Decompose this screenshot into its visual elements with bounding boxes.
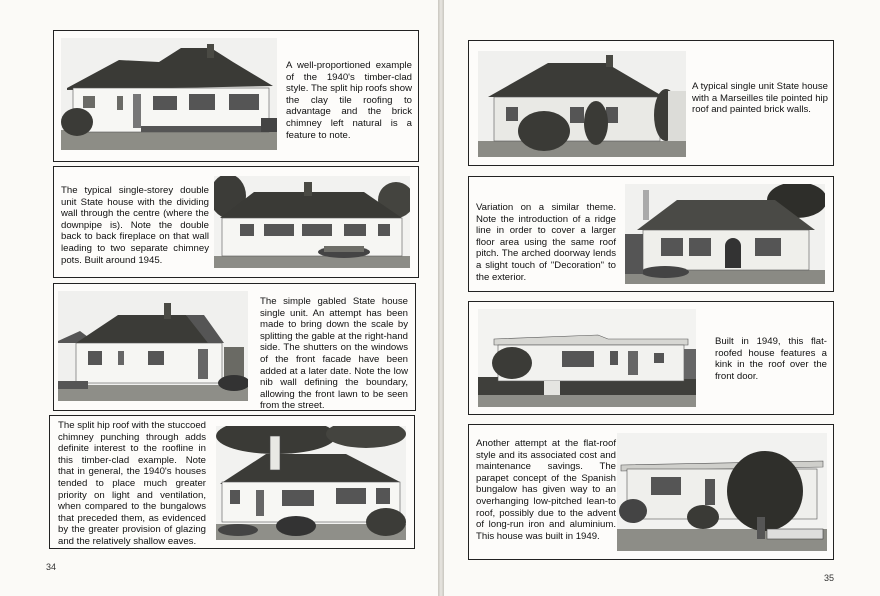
left-page bbox=[0, 0, 438, 596]
panel-double-unit bbox=[53, 166, 419, 278]
panel-flat-roof-kink bbox=[468, 301, 834, 415]
right-page bbox=[444, 0, 880, 596]
photo-gabled-house bbox=[58, 291, 248, 401]
panel-stuccoed-chimney bbox=[49, 415, 415, 549]
caption: A typical single unit State house with a Marseilles tile pointed hip roof and painted brick walls. bbox=[692, 81, 828, 116]
photo-marseilles-tile-house bbox=[478, 51, 686, 157]
photo-flat-roof-house bbox=[478, 309, 696, 407]
panel-marseilles-tile bbox=[468, 40, 834, 166]
panel-gabled-single-unit bbox=[53, 283, 416, 411]
caption: A well-proportioned example of the 1940's timber-clad style. The split hip roofs show the clay tile roofing to advantage and the brick chimney left natural is a feature to note. bbox=[286, 60, 412, 141]
page-number-left: 34 bbox=[46, 562, 57, 572]
photo-arched-doorway-house bbox=[625, 184, 825, 284]
caption: Variation on a similar theme. Note the introduction of a ridge line in order to cover a larger floor area using the same roof pitch. The arched doorway lends a slight touch of "Decoration" to the exterior. bbox=[476, 202, 616, 283]
caption: The typical single-storey double unit State house with the dividing wall through the centre (where the downpipe is). Note the double back to back fireplace on that wall leading to two separate chimney pots. Built around 1945. bbox=[61, 185, 209, 266]
caption: Another attempt at the flat-roof style and its associated cost and maintenance savings. The parapet concept of the Spanish bungalow has given way to an overhanging low-pitched lean-to roof, possibly due to the advent of long-run iron and aluminium. This house was built in 1949. bbox=[476, 438, 616, 542]
panel-hip-roof-timber bbox=[53, 30, 419, 162]
photo-timber-clad-house bbox=[61, 38, 277, 150]
page-number-right: 35 bbox=[824, 573, 835, 583]
photo-double-unit-house bbox=[214, 176, 410, 268]
caption: Built in 1949, this flat-roofed house features a kink in the roof over the front door. bbox=[715, 336, 827, 382]
caption: The split hip roof with the stuccoed chimney punching through adds definite interest to the roofline in this timber-clad example. Note that in general, the 1940's houses tended to place much greater priority on light and ventilation, when compared to the bungalows that preceded them, as evidenced by the greater provision of glazing and the relatively shallow eaves. bbox=[58, 420, 206, 547]
caption: The simple gabled State house single unit. An attempt has been made to bring down the scale by splitting the gable at the right-hand side. The shutters on the windows of the front facade have been added at a later date. Note the low nib wall defining the boundary, allowing the front lawn to be seen from the street. bbox=[260, 296, 408, 412]
photo-stuccoed-chimney-house bbox=[216, 426, 406, 540]
panel-ridge-line bbox=[468, 176, 834, 292]
panel-spanish-bungalow bbox=[468, 424, 834, 560]
photo-lean-to-roof-house bbox=[617, 433, 827, 551]
